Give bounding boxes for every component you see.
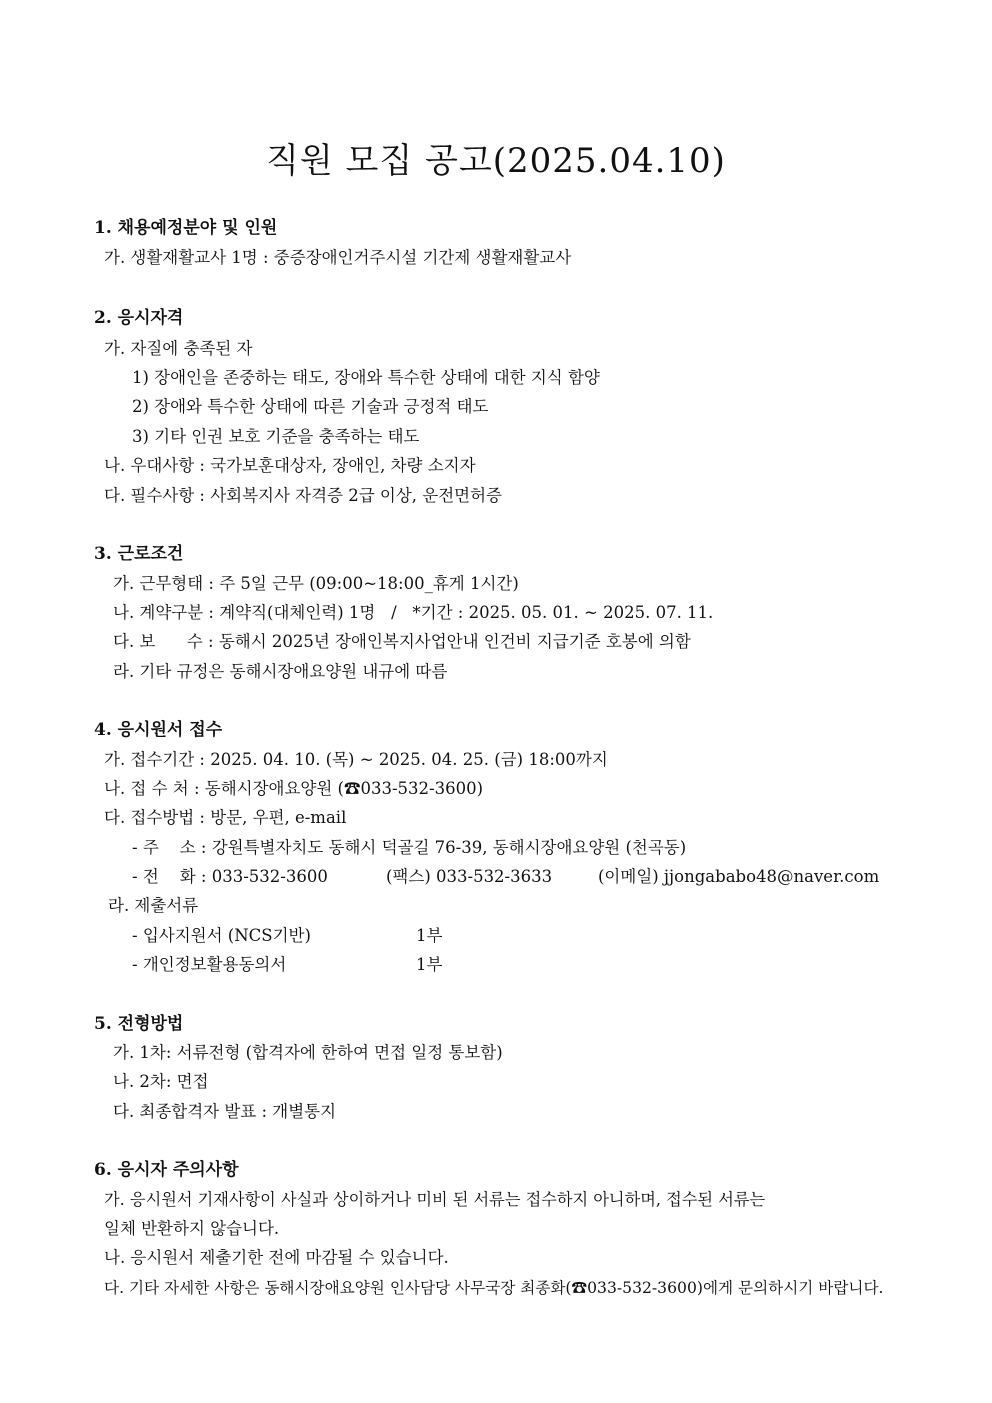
section-3-item-b: 나. 계약구분 : 계약직(대체인력) 1명 / *기간 : 2025. 05. 01. ~ 2025. 07. 11. — [113, 603, 714, 622]
section-6-item-b: 나. 응시원서 제출기한 전에 마감될 수 있습니다. — [104, 1248, 449, 1267]
section-2-item-c: 다. 필수사항 : 사회복지사 자격증 2급 이상, 운전면허증 — [104, 486, 502, 505]
section-6-item-c: 다. 기타 자세한 사항은 동해시장애요양원 인사담당 사무국장 최종화(☎033-532-3600)에게 문의하시기 바랍니다. — [104, 1279, 884, 1297]
section-4-address: - 주 소 : 강원특별자치도 동해시 덕골길 76-39, 동해시장애요양원 (천곡동) — [132, 838, 687, 857]
section-4-item-d: 라. 제출서류 — [108, 896, 199, 915]
section-4-item-a: 가. 접수기간 : 2025. 04. 10. (목) ~ 2025. 04. 25. (금) 18:00까지 — [104, 750, 608, 769]
section-1-heading: 1. 채용예정분야 및 인원 — [94, 218, 278, 238]
section-4-phone: - 전 화 : 033-532-3600 — [132, 867, 328, 886]
section-5-item-a: 가. 1차: 서류전형 (합격자에 한하여 면접 일정 통보함) — [113, 1043, 503, 1062]
section-6-heading: 6. 응시자 주의사항 — [94, 1160, 239, 1180]
section-5-item-c: 다. 최종합격자 발표 : 개별통지 — [113, 1102, 337, 1121]
section-2-item-b: 나. 우대사항 : 국가보훈대상자, 장애인, 차량 소지자 — [104, 456, 476, 475]
section-4-doc-1-label: - 입사지원서 (NCS기반) — [132, 926, 311, 945]
section-5-item-b: 나. 2차: 면접 — [113, 1072, 209, 1091]
section-6-item-a-line-1: 가. 응시원서 기재사항이 사실과 상이하거나 미비 된 서류는 접수하지 아니하며, 접수된 서류는 — [104, 1190, 766, 1209]
section-3-item-a: 가. 근무형태 : 주 5일 근무 (09:00~18:00_휴게 1시간) — [113, 574, 519, 593]
section-4-heading: 4. 응시원서 접수 — [94, 720, 223, 740]
section-4-item-b: 나. 접 수 처 : 동해시장애요양원 (☎033-532-3600) — [104, 779, 484, 798]
section-2-item-a3: 3) 기타 인권 보호 기준을 충족하는 태도 — [132, 427, 420, 446]
section-4-email: (이메일) jjongababo48@naver.com — [598, 867, 880, 886]
section-3-heading: 3. 근로조건 — [94, 544, 184, 564]
section-2-heading: 2. 응시자격 — [94, 308, 184, 328]
section-1-item-a: 가. 생활재활교사 1명 : 중증장애인거주시설 기간제 생활재활교사 — [104, 248, 572, 267]
section-4-fax: (팩스) 033-532-3633 — [386, 867, 553, 886]
section-2-item-a2: 2) 장애와 특수한 상태에 따른 기술과 긍정적 태도 — [132, 397, 489, 416]
section-6-item-a-line-2: 일체 반환하지 않습니다. — [104, 1219, 280, 1238]
section-5-heading: 5. 전형방법 — [94, 1014, 184, 1034]
section-4-doc-2-label: - 개인정보활용동의서 — [132, 955, 287, 974]
section-3-item-d: 라. 기타 규정은 동해시장애요양원 내규에 따름 — [113, 662, 448, 681]
section-4-doc-1-count: 1부 — [416, 926, 443, 945]
section-3-item-c: 다. 보 수 : 동해시 2025년 장애인복지사업안내 인건비 지급기준 호봉에 의함 — [113, 632, 691, 651]
page-title: 직원 모집 공고(2025.04.10) — [266, 141, 726, 181]
section-2-item-a: 가. 자질에 충족된 자 — [104, 339, 253, 358]
section-2-item-a1: 1) 장애인을 존중하는 태도, 장애와 특수한 상태에 대한 지식 함양 — [132, 368, 600, 387]
section-4-doc-2-count: 1부 — [416, 955, 443, 974]
section-4-item-c: 다. 접수방법 : 방문, 우편, e-mail — [104, 808, 347, 827]
